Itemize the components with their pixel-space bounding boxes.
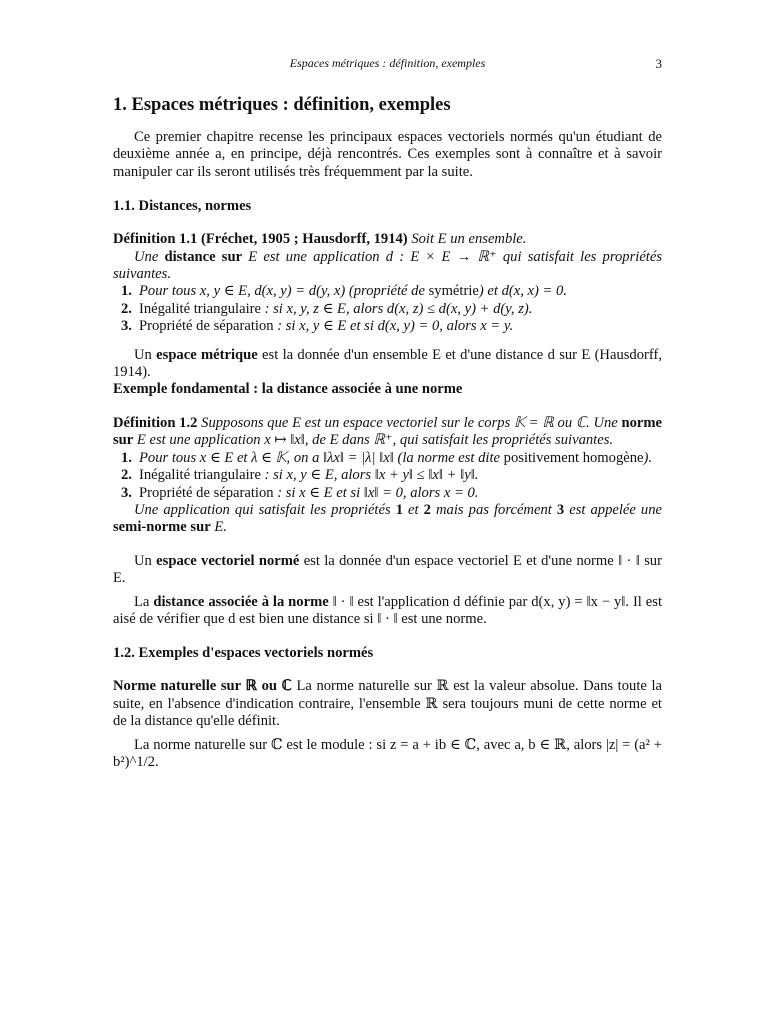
paragraph-text: est appelée une <box>564 501 662 518</box>
item-text: : si x, y ∈ E et si d(x, y) = 0, alors x = y. <box>273 318 514 335</box>
defined-term: distance sur <box>164 248 243 265</box>
definition-label: Définition 1.2 <box>113 414 198 431</box>
definition-lead: Soit E un ensemble. <box>411 231 527 248</box>
property-item <box>113 467 662 484</box>
paragraph-text: Une application qui satisfait les propriétés <box>134 501 396 518</box>
item-text: Pour tous x, y ∈ E, d(x, y) = d(y, x) (propriété de <box>139 283 429 300</box>
paragraph-text: E. <box>210 519 227 536</box>
paragraph-text: La <box>134 593 154 610</box>
defined-term: espace métrique <box>156 346 258 363</box>
paragraph-text: est la donnée d'un espace vectoriel E et d'une norme ‖ · ‖ sur E. <box>113 552 662 587</box>
ref-number: 2 <box>423 501 431 518</box>
fundamental-example-title: Exemple fondamental : la distance associée à une norme <box>113 381 463 398</box>
item-text: ). <box>643 449 653 466</box>
item-number: 1. <box>121 449 132 466</box>
item-term: positivement homogène <box>503 449 644 466</box>
defined-term: semi-norme sur <box>113 519 211 536</box>
page-number: 3 <box>655 56 662 71</box>
defined-term: espace vectoriel normé <box>156 552 300 569</box>
definition-text: E est une application x ↦ ‖x‖, de E dans ℝ⁺, qui satisfait les propriétés suivantes. <box>133 432 614 449</box>
subsection-title-examples: 1.2. Exemples d'espaces vectoriels normés <box>113 645 374 662</box>
section-title: 1. Espaces métriques : définition, exemples <box>113 95 451 115</box>
item-text: : si x, y, z ∈ E, alors d(x, z) ≤ d(x, y) + d(y, z). <box>260 300 533 317</box>
seminorm-paragraph <box>113 502 662 537</box>
paragraph-text: Un <box>134 346 157 363</box>
metric-space-paragraph <box>113 347 662 382</box>
item-number: 2. <box>121 300 132 317</box>
item-name: Inégalité triangulaire <box>139 300 261 317</box>
item-term: symétrie <box>428 283 479 300</box>
item-name: Propriété de séparation <box>139 484 274 501</box>
item-number: 3. <box>121 318 132 335</box>
property-item <box>113 301 662 318</box>
normed-space-paragraph <box>113 553 662 588</box>
paragraph-text: La norme naturelle sur ℝ est la valeur absolue. Dans toute la suite, en l'absence d'indication contraire, l'ensemble ℝ sera toujours muni de cette norme et de la distance qu'elle définit. <box>113 678 663 730</box>
property-item <box>113 450 662 467</box>
intro-paragraph: Ce premier chapitre recense les principaux espaces vectoriels normés qu'un étudiant de deuxième année a, en principe, déjà rencontrés. Ces exemples sont à connaître et à savoir manipuler car ils seront utilisés très fréquemment par la suite. <box>113 129 662 180</box>
property-item <box>113 485 662 502</box>
paragraph-text: ‖ · ‖ est l'application d définie par d(x, y) = ‖x − y‖. Il est aisé de vérifier que d est bien une distance si ‖ · ‖ est une norme. <box>113 593 662 627</box>
definition-text: Une <box>134 248 165 265</box>
running-head: Espaces métriques : définition, exemples <box>289 56 486 70</box>
page-content <box>113 94 662 771</box>
defined-term: norme sur <box>113 414 663 449</box>
paragraph-text: est la donnée d'un ensemble E et d'une distance d sur E (Hausdorff, 1914). <box>113 346 662 381</box>
definition-text: E est une application d : E × E → ℝ⁺ qui satisfait les propriétés suivantes. <box>113 248 663 283</box>
definition-text: Une <box>593 414 622 431</box>
item-text: : si x ∈ E et si ‖x‖ = 0, alors x = 0. <box>273 484 479 501</box>
property-item <box>113 318 662 335</box>
paragraph-text: Un <box>134 552 157 569</box>
item-name: Propriété de séparation <box>139 318 274 335</box>
natural-norm-paragraph <box>113 678 662 730</box>
item-name: Inégalité triangulaire <box>139 467 261 484</box>
subsection-title-distances: 1.1. Distances, normes <box>113 198 252 215</box>
paragraph-text: et <box>403 501 424 518</box>
item-text: ) et d(x, x) = 0. <box>478 283 567 300</box>
definition-1-1-body <box>113 249 662 284</box>
paragraph-text: mais pas forcément <box>430 501 557 518</box>
distance-properties-list <box>113 283 662 335</box>
modulus-paragraph: La norme naturelle sur ℂ est le module : si z = a + ib ∈ ℂ, avec a, b ∈ ℝ, alors |z| = (a² + b²)^1/2. <box>113 736 662 770</box>
item-number: 2. <box>121 467 132 484</box>
property-item <box>113 283 662 300</box>
norm-properties-list <box>113 450 662 502</box>
item-number: 3. <box>121 484 132 501</box>
ref-number: 1 <box>395 501 403 518</box>
item-text: : si x, y ∈ E, alors ‖x + y‖ ≤ ‖x‖ + ‖y‖. <box>260 467 479 484</box>
item-text: Pour tous x ∈ E et λ ∈ 𝕂, on a ‖λx‖ = |λ| ‖x‖ (la norme est dite <box>139 449 504 466</box>
document-page <box>113 0 662 1024</box>
definition-lead: Supposons que E est un espace vectoriel sur le corps 𝕂 = ℝ ou ℂ. <box>201 414 590 431</box>
definition-label: Définition 1.1 (Fréchet, 1905 ; Hausdorff, 1914) <box>113 231 408 248</box>
item-number: 1. <box>121 283 132 300</box>
definition-1-2-header <box>113 415 662 450</box>
ref-number: 3 <box>556 501 565 518</box>
associated-distance-paragraph <box>113 594 662 629</box>
paragraph-heading: Norme naturelle sur ℝ ou ℂ <box>113 678 292 695</box>
defined-term: distance associée à la norme <box>153 593 329 610</box>
definition-1-1-header <box>113 231 662 248</box>
